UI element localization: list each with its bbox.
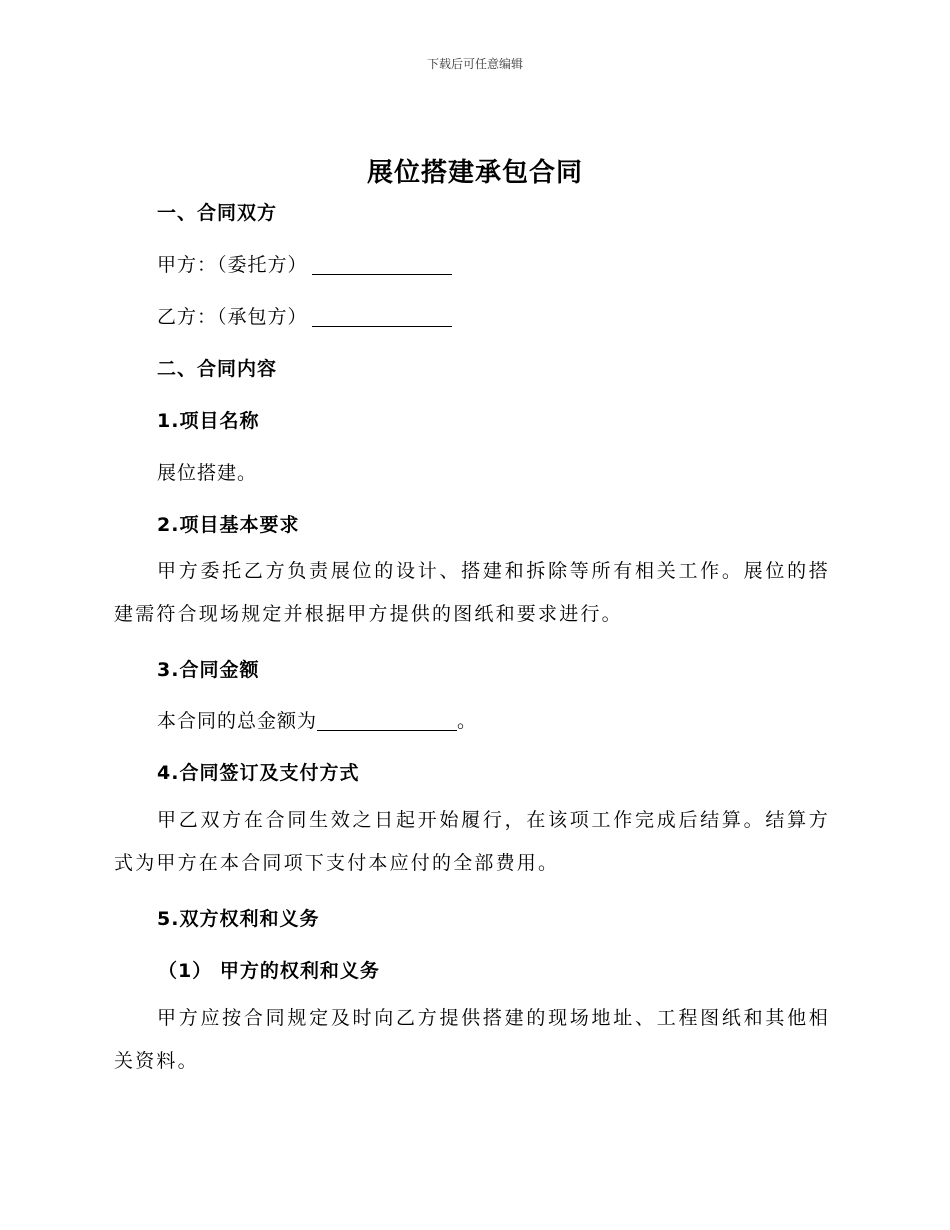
item3-text-before: 本合同的总金额为	[157, 710, 318, 732]
party-b-blank[interactable]	[312, 306, 452, 327]
item5-sub1-text: 甲方应按合同规定及时向乙方提供搭建的现场地址、工程图纸和其他相关资料。	[114, 1007, 830, 1072]
contract-amount-blank[interactable]	[317, 710, 457, 731]
party-a-line	[157, 250, 452, 277]
section-heading-parties: 一、合同双方	[157, 202, 278, 224]
section-heading-content: 二、合同内容	[157, 358, 278, 380]
item3-text-after: 。	[457, 710, 478, 732]
item1-heading: 1.项目名称	[157, 410, 260, 432]
header-note: 下载后可任意编辑	[426, 57, 523, 71]
item5-sub1-heading: （1） 甲方的权利和义务	[158, 960, 380, 982]
item2-heading: 2.项目基本要求	[157, 514, 300, 536]
item4-text: 甲乙双方在合同生效之日起开始履行，在该项工作完成后结算。结算方式为甲方在本合同项下支付本应付的全部费用。	[114, 809, 830, 874]
party-b-line	[157, 302, 452, 329]
party-b-label: 乙方：（承包方）	[157, 306, 308, 328]
item4-heading: 4.合同签订及支付方式	[157, 762, 360, 784]
party-a-label: 甲方：（委托方）	[157, 254, 308, 276]
item3-line	[157, 706, 477, 733]
item2-text: 甲方委托乙方负责展位的设计、搭建和拆除等所有相关工作。展位的搭建需符合现场规定并根据甲方提供的图纸和要求进行。	[114, 560, 830, 625]
document-title: 展位搭建承包合同	[366, 158, 583, 188]
item1-text: 展位搭建。	[157, 462, 258, 484]
item3-heading: 3.合同金额	[157, 659, 260, 681]
item5-heading: 5.双方权利和义务	[157, 908, 320, 930]
party-a-blank[interactable]	[312, 254, 452, 275]
